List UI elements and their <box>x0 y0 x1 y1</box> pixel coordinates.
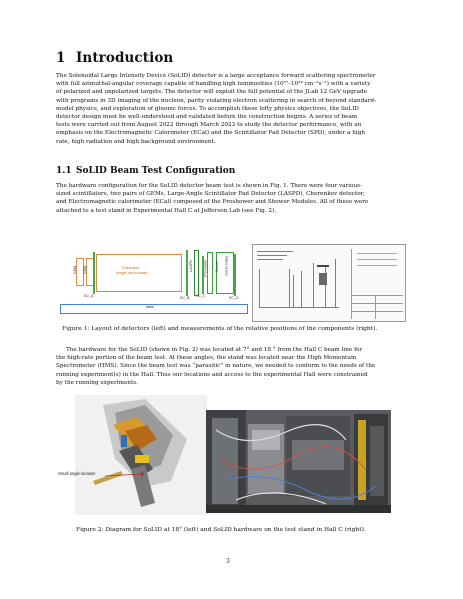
small-angle-annotation: Small angle location <box>58 471 96 476</box>
cherenkov-note: (length not to scale) <box>116 271 148 275</box>
text-line: detector design must be well-understood and validated before the construction begins. A series of beam <box>56 114 358 121</box>
figure2-caption: Figure 2: Diagram for SoLID at 18° (left) and SoLID hardware on the test stand in Hall C (right). <box>76 527 366 533</box>
figure1-caption: Figure 1: Layout of detectors (left) and measurements of the relative positions of the components (right). <box>62 326 378 332</box>
drawing-line <box>301 271 302 307</box>
solid-18deg-render <box>75 395 207 515</box>
figure2-solid-diagram <box>58 395 207 515</box>
scintillator-d-bar <box>234 254 236 296</box>
gem-left-label: GEM <box>73 265 78 275</box>
section-heading <box>56 50 173 66</box>
drawing-line <box>293 275 294 307</box>
drawing-line <box>257 251 293 252</box>
drawing-block <box>319 273 327 285</box>
drawing-frame-line <box>351 249 352 319</box>
text-line: Spectrometer (HMS). Since the beam test was “parasitic” in nature, we needed to conform to the needs of the <box>56 363 376 370</box>
shower-note: (not to scale) <box>224 255 229 277</box>
subsection-number: 1.1 <box>56 166 72 176</box>
drawing-line <box>313 263 314 307</box>
subsection-heading <box>56 166 235 176</box>
preshower-label: Preshower <box>203 259 208 277</box>
text-line: sized scintillators, two pairs of GEMs, Large-Angle Scintillator Pad Detector (LASPD), Cherenkov detector, <box>56 191 365 198</box>
sc-c-label: SC_C <box>196 294 206 298</box>
text-line: The hardware for the SoLID (shown in Fig. 2) was located at 7° and 18 ° from the Hall C beam line for <box>66 347 363 353</box>
text-line: The hardware configuration for the SoLID detector beam test is shown in Fig. 1. There were four various- <box>56 183 362 189</box>
drawing-frame-line <box>351 303 403 304</box>
sc-a-label: SC_A <box>84 294 94 298</box>
table-box <box>60 304 248 314</box>
preshower-box <box>207 252 213 294</box>
laspd-box <box>194 250 199 296</box>
text-line: attached to a test stand in Experimental Hall C at Jefferson Lab (see Fig. 2). <box>56 207 277 214</box>
hardware-paragraph <box>56 346 408 387</box>
text-line: rate, high radiation and high background environment. <box>56 138 216 145</box>
drawing-frame-line <box>375 295 376 319</box>
text-line: by the running experiments. <box>56 379 138 386</box>
text-line: running experiment(s) in the Hall. Thus our locations and access to the experimental Hall were constrained <box>56 371 368 378</box>
annotation-arrow <box>105 471 145 481</box>
drawing-line <box>357 253 397 254</box>
sc-b-label: SC_B <box>180 296 190 300</box>
drawing-line <box>289 269 290 307</box>
figure1-layout-diagram <box>56 250 256 315</box>
drawing-line <box>357 259 397 260</box>
text-line: with programs in 3D imaging of the nucleon, parity violating electron scattering in search of beyond standard- <box>56 97 376 104</box>
figure2-hardware-photo <box>206 410 391 513</box>
drawing-block <box>317 265 329 267</box>
figure1-measurement-drawing <box>252 244 406 322</box>
table-label: table <box>146 305 154 309</box>
drawing-line <box>259 269 260 307</box>
sc-d-label: SC_D <box>229 296 239 300</box>
section-title: Introduction <box>76 50 174 66</box>
drawing-line <box>257 259 283 260</box>
gem-right-label: GEM <box>83 265 88 275</box>
drawing-line <box>357 265 397 266</box>
text-line: with full azimuthal-angular coverage capable of handling high luminosities (10³⁷–10³⁹ cm⁻²s⁻¹) with a variety <box>56 81 371 88</box>
drawing-line <box>257 255 287 256</box>
text-line: tests were carried out from August 2022 through March 2023 to study the detector performance, with an <box>56 122 362 129</box>
hall-c-photo <box>206 410 391 513</box>
config-paragraph <box>56 182 408 215</box>
drawing-frame-line <box>351 311 403 312</box>
laspd-label: LASPD <box>188 260 193 272</box>
text-line: the high-rate portion of the beam test. At these angles, the stand was located near the High Momentum <box>56 355 357 362</box>
scintillator-b-bar <box>186 250 188 296</box>
subsection-title: SoLID Beam Test Configuration <box>76 166 236 176</box>
scintillator-a-bar <box>93 252 95 294</box>
text-line: emphasis on the Electromagnetic Calorimeter (ECal) and the Scintillator Pad Detector (SPD), under a high <box>56 130 366 137</box>
page-number: 3 <box>226 558 230 565</box>
section-number: 1 <box>56 50 66 66</box>
text-line: of polarized and unpolarized targets. The detector will exploit the full potential of the JLab 12 GeV upgrade <box>56 89 367 96</box>
drawing-frame-line <box>351 295 403 296</box>
text-line: and Electromagnetic calorimeter (ECal) composed of the Preshower and Shower Modules. All of these were <box>56 199 369 206</box>
text-line: model physics, and exploration of gluonic forces. To accomplish these lofty physics objectives, the SoLID <box>56 105 359 112</box>
cherenkov-label: Cherenkov <box>122 266 140 270</box>
intro-paragraph <box>56 72 408 146</box>
drawing-line <box>335 259 336 307</box>
drawing-line <box>259 307 339 308</box>
shower-label: Shower <box>215 259 220 273</box>
text-line: The Solenoidal Large Intensity Device (SoLID) detector is a large acceptance forward scattering spectrometer <box>56 73 376 79</box>
